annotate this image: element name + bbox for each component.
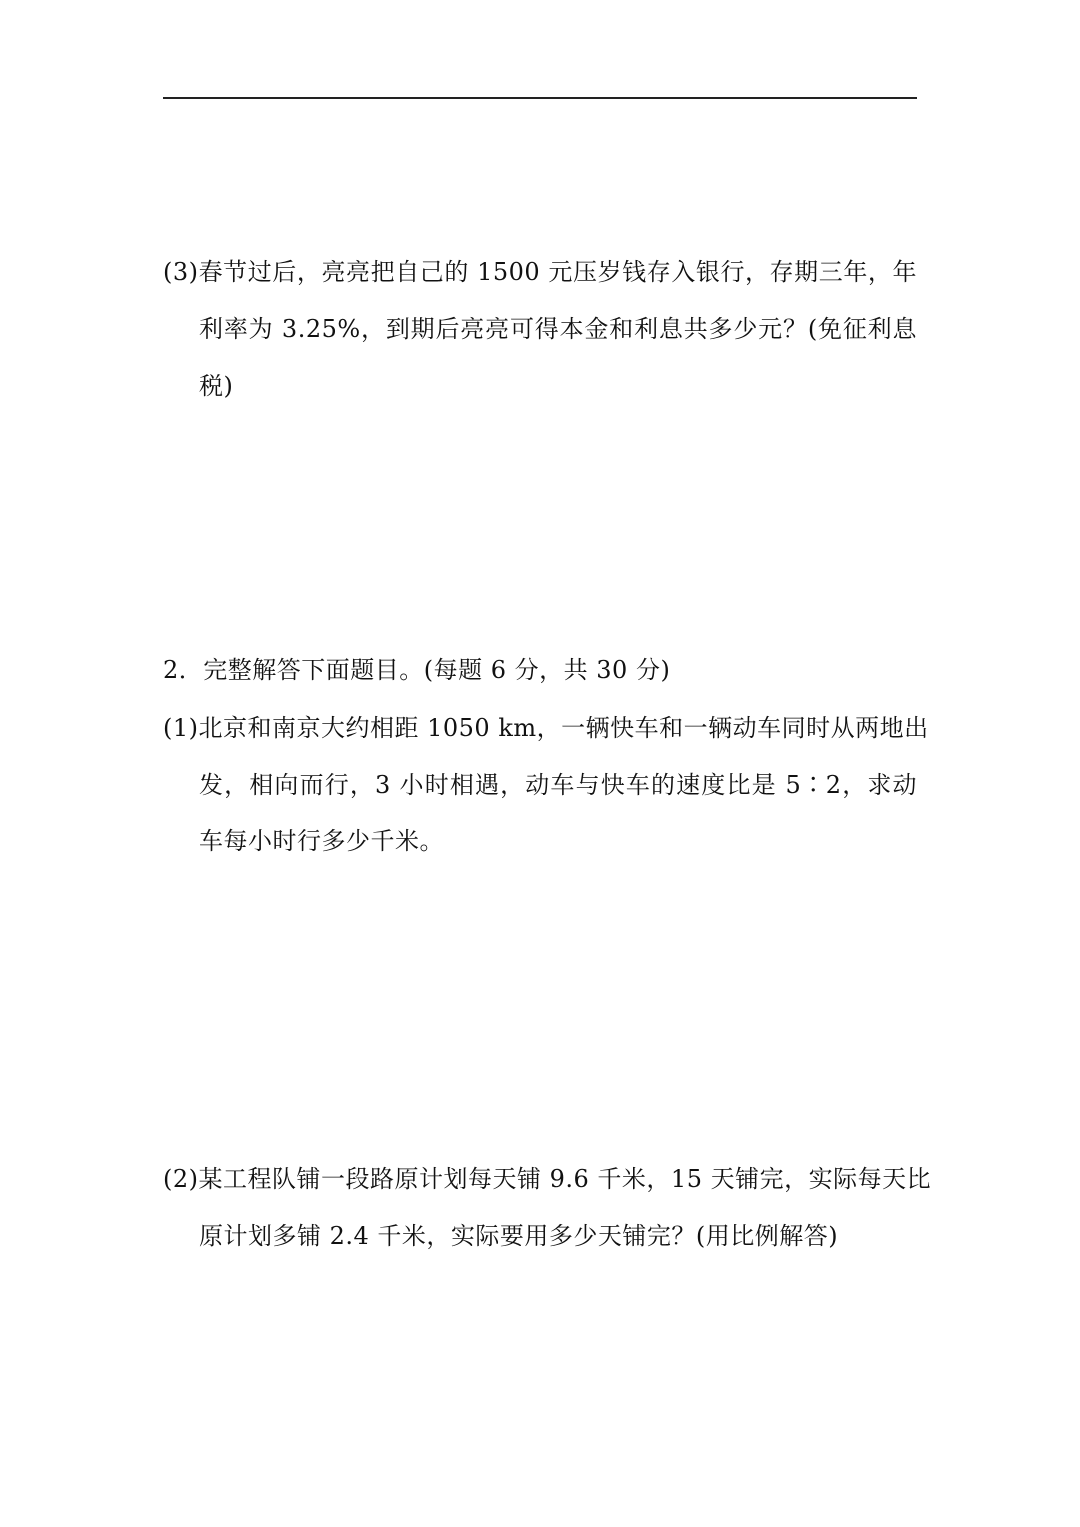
question-3-line-2: 利率为 3.25%，到期后亮亮可得本金和利息共多少元？(免征利息 bbox=[199, 315, 917, 343]
question-3-line-1: (3)春节过后，亮亮把自己的 1500 元压岁钱存入银行，存期三年，年 bbox=[163, 258, 917, 286]
section-2-question-1-line-3: 车每小时行多少千米。 bbox=[199, 827, 444, 855]
header-rule bbox=[163, 97, 917, 99]
question-3-line-3: 税) bbox=[199, 372, 234, 400]
section-2-question-1-line-2: 发，相向而行，3 小时相遇，动车与快车的速度比是 5∶2，求动 bbox=[199, 771, 917, 799]
section-2-question-1-line-1: (1)北京和南京大约相距 1050 km，一辆快车和一辆动车同时从两地出 bbox=[163, 714, 929, 742]
section-2-heading: 2．完整解答下面题目。(每题 6 分，共 30 分) bbox=[163, 656, 671, 684]
section-2-question-2-line-1: (2)某工程队铺一段路原计划每天铺 9.6 千米，15 天铺完，实际每天比 bbox=[163, 1165, 932, 1193]
section-2-question-2-line-2: 原计划多铺 2.4 千米，实际要用多少天铺完？(用比例解答) bbox=[199, 1222, 839, 1250]
